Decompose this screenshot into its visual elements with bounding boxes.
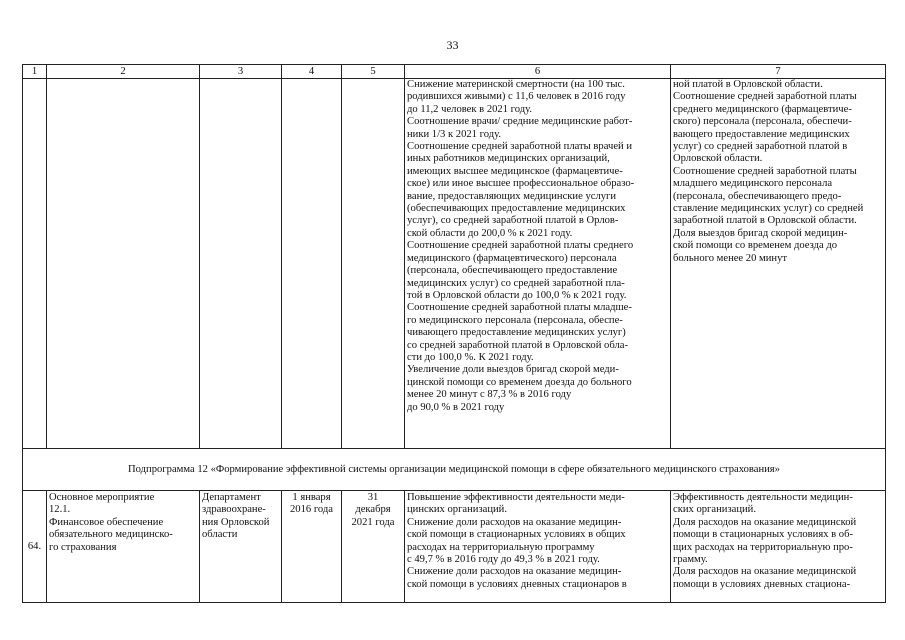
empty-cell — [342, 79, 405, 449]
table-row — [23, 491, 886, 603]
start-date-cell: 1 января 2016 года — [282, 491, 342, 603]
subprogram-row — [23, 449, 886, 491]
responsible-cell: Департамент здравоохране- ния Орловской области — [200, 491, 282, 603]
expected-results-cell: Повышение эффективности деятельности меди- цинских организаций. Снижение доли расходов на оказание медицин- ской помощи в стационарных условиях в общих расходах на территориальную программу с 49,7 % в 2016 году до 49,3 % в 2021 году. Снижение доли расходов на оказание медицин- ской помощи в условиях дневных стационаров в — [405, 491, 671, 603]
empty-cell — [47, 79, 200, 449]
empty-cell — [200, 79, 282, 449]
header-cell-5: 5 — [342, 65, 405, 79]
subprogram-title: Подпрограмма 12 «Формирование эффективной системы организации медицинской помощи в сфере обязательного медицинского страхования» — [23, 449, 886, 491]
end-date-cell: 31 декабря 2021 года — [342, 491, 405, 603]
header-cell-1: 1 — [23, 65, 47, 79]
indicators-cell: Эффективность деятельности медицин- ских организаций. Доля расходов на оказание медицинской помощи в стационарных условиях в об- щих расходах на территориальную про- грамму. Доля расходов на оказание медицинской помощи в условиях дневных стациона- — [671, 491, 886, 603]
header-row — [23, 65, 886, 79]
continuation-row — [23, 79, 886, 449]
indicators-cell: ной платой в Орловской области. Соотношение средней заработной платы среднего медицинского (фармацевтиче- ского) персонала (персонала, обеспечи- вающего предоставление медицинских услуг) со средней заработной платой в Орловской области. Соотношение средней заработной платы младшего медицинского персонала (персонала, обеспечивающего предо- ставление медицинских услуг) со средней заработной платой в Орловской области. Доля выездов бригад скорой медицин- ской помощи со временем доезда до больного менее 20 минут — [671, 79, 886, 449]
measure-name-cell: Основное мероприятие 12.1. Финансовое обеспечение обязательного медицинско- го страхования — [47, 491, 200, 603]
document-table — [22, 64, 886, 603]
header-cell-3: 3 — [200, 65, 282, 79]
page-number: 33 — [446, 38, 459, 52]
empty-cell — [282, 79, 342, 449]
header-cell-4: 4 — [282, 65, 342, 79]
expected-results-cell: Снижение материнской смертности (на 100 тыс. родившихся живыми) с 11,6 человек в 2016 году до 11,2 человек в 2021 году. Соотношение врачи/ средние медицинские работ- ники 1/3 к 2021 году. Соотношение средней заработной платы врачей и иных работников медицинских организаций, имеющих высшее медицинское (фармацевтиче- ское) или иное высшее профессиональное образо- вание, предоставляющих медицинские услуги (обеспечивающих предоставление медицинских услуг), со средней заработной платой в Орлов- ской области до 200,0 % к 2021 году. Соотношение средней заработной платы среднего медицинского (фармацевтического) персонала (персонала, обеспечивающего предоставление медицинских услуг) со средней заработной пла- той в Орловской области до 100,0 % к 2021 году. Соотношение средней заработной платы младше- го медицинского персонала (персонала, обеспе- чивающего предоставление медицинских услуг) со средней заработной платой в Орловской обла- сти до 100,0 %. К 2021 году. Увеличение доли выездов бригад скорой меди- цинской помощи со временем доезда до больного менее 20 минут с 87,3 % в 2016 году до 90,0 % в 2021 году — [405, 79, 671, 449]
header-cell-7: 7 — [671, 65, 886, 79]
row-number: 64. — [23, 491, 47, 603]
empty-cell — [23, 79, 47, 449]
header-cell-2: 2 — [47, 65, 200, 79]
header-cell-6: 6 — [405, 65, 671, 79]
